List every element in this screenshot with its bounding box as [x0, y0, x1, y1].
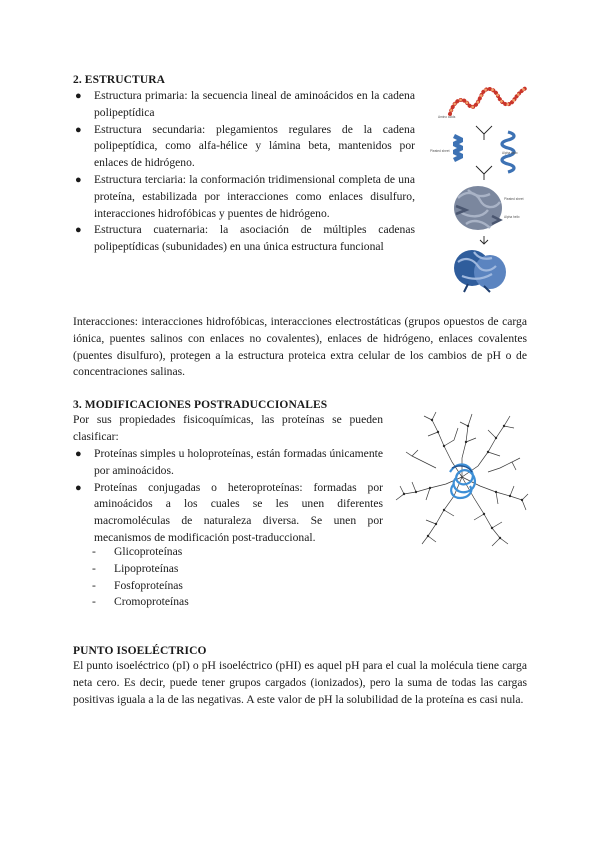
classification-intro: Por sus propiedades fisicoquímicas, las proteínas se pueden clasificar: [73, 413, 383, 443]
bullet-icon: ● [75, 173, 82, 186]
list-item: - Lipoproteínas [92, 561, 292, 578]
bullet-icon: ● [75, 224, 82, 237]
pleated-sheet [454, 136, 462, 160]
list-item: ● Proteínas simples u holoproteínas, están formadas únicamente por aminoácidos. [75, 447, 383, 477]
list-item: ● Estructura primaria: la secuencia lineal de aminoácidos en la cadena polipeptídica [75, 89, 415, 119]
list-item: ● Estructura secundaria: plegamientos regulares de la cadena polipeptídica, como alfa-hélice y lámina beta, mantenidos por enlaces de hidrógeno. [75, 122, 415, 170]
protein-structure-levels-figure [428, 80, 528, 298]
dash-icon: - [92, 561, 96, 575]
figure-label: Pleated sheet [504, 197, 524, 201]
interactions-paragraph: Interacciones: interacciones hidrofóbicas, interacciones electrostáticas (grupos opuestos de carga iónica, puentes salinos con enlaces no covalentes), enlaces de hidrógeno, enlaces covalentes (puentes disulfuro), protegen a la estructura proteica extra celular de los cambios de pH o de concentraciones salinas. [73, 315, 527, 379]
quaternary-structure [454, 250, 506, 292]
dash-icon: - [92, 578, 96, 592]
figure-label: Pleated sheet [430, 149, 450, 153]
list-item: - Cromoproteínas [92, 594, 292, 611]
figure-label: Alpha helix [502, 151, 518, 155]
list-item: - Fosfoproteínas [92, 578, 292, 595]
isoelectric-paragraph: El punto isoeléctrico (pI) o pH isoeléctrico (pHI) es aquel pH para el cual la molécula tiene carga neta cero. Es decir, puede tener grupos cargados (ionizados), pero la suma de todas las cargas positivas iguala a la de las negativas. A este valor de pH la solubilidad de la proteína es casi nula. [73, 659, 527, 706]
list-item: ● Estructura cuaternaria: la asociación de múltiples cadenas polipeptídicas (subunidades) en una única estructura funcional [75, 223, 415, 254]
tertiary-structure [454, 186, 502, 230]
list-item: ● Proteínas conjugadas o heteroproteínas: formadas por aminoácidos a los cuales se les unen diferentes macromoléculas de naturaleza diversa. Se unen por mecanismos de modificación post-traduccional. [75, 480, 383, 544]
isoelectric-heading: PUNTO ISOELÉCTRICO [73, 645, 207, 657]
glycan-chains [396, 412, 528, 546]
primary-structure-chain [450, 88, 526, 114]
protein-types-list [73, 446, 383, 547]
list-item: ● Estructura terciaria: la conformación tridimensional completa de una proteína, estabilizada por interacciones como enlaces disulfuro, interacciones hidrofóbicas y puentes de hidrógeno. [75, 172, 415, 220]
list-item: - Glicoproteínas [92, 544, 292, 561]
conjugated-subtypes-list [92, 544, 292, 611]
protein-backbone [450, 465, 475, 499]
dash-icon: - [92, 545, 96, 558]
glycoprotein-figure [392, 402, 532, 552]
section-2-heading: 2. ESTRUCTURA [73, 74, 166, 86]
section-3-heading: 3. MODIFICACIONES POSTRADUCCIONALES [73, 399, 328, 411]
dash-icon: - [92, 595, 96, 609]
bullet-icon: ● [75, 90, 82, 102]
structure-list [73, 88, 415, 256]
figure-label: Amino acids [438, 115, 456, 119]
bullet-icon: ● [75, 123, 82, 136]
bullet-icon: ● [75, 481, 82, 494]
bullet-icon: ● [75, 448, 82, 460]
figure-label: Alpha helix [504, 215, 520, 219]
